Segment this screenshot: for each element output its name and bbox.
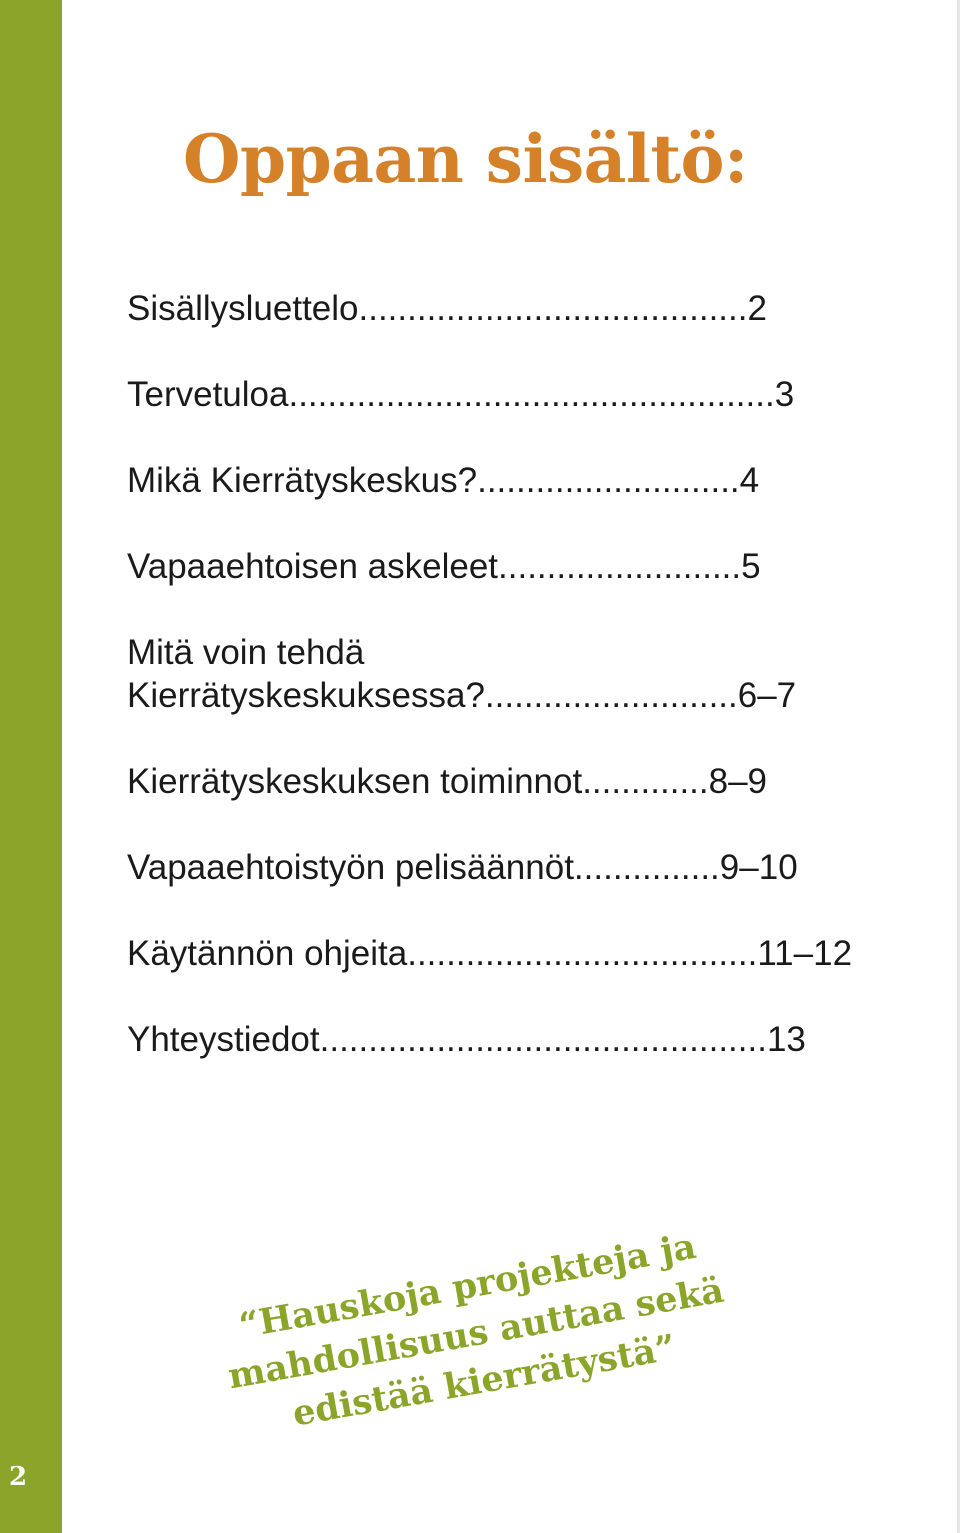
page-number: 2 xyxy=(8,1462,28,1492)
toc-leader-dots: .............................................. xyxy=(319,1020,767,1059)
pull-quote: “Hauskoja projekteja ja mahdollisuus auttaa sekä edistää kierrätystä” xyxy=(225,1225,727,1435)
green-side-bar xyxy=(0,0,62,1533)
toc-item-label: Sisällysluettelo xyxy=(127,289,359,328)
toc-leader-dots: ............... xyxy=(573,848,720,887)
toc-item-page: 5 xyxy=(741,547,761,586)
toc-leader-dots: ........................... xyxy=(477,461,740,500)
toc-item-page: 9–10 xyxy=(719,848,798,887)
toc-item xyxy=(127,373,907,416)
toc-item xyxy=(127,545,907,588)
toc-item xyxy=(127,1018,907,1061)
toc-item-label: Mitä voin tehdä Kierrätyskeskuksessa? xyxy=(127,633,485,715)
toc-leader-dots: .................................... xyxy=(407,934,758,973)
toc-item-label: Mikä Kierrätyskeskus? xyxy=(127,461,478,500)
toc-leader-dots: ............. xyxy=(582,762,709,801)
toc-item-label: Kierrätyskeskuksen toiminnot xyxy=(127,762,583,801)
toc-item-page: 13 xyxy=(766,1020,806,1059)
toc-item xyxy=(127,287,907,330)
toc-item xyxy=(127,760,907,803)
toc-leader-dots: ......................... xyxy=(498,547,742,586)
toc-item-label: Käytännön ohjeita xyxy=(127,934,408,973)
toc-leader-dots: ........................................ xyxy=(358,289,748,328)
toc-item-page: 8–9 xyxy=(708,762,768,801)
toc-item xyxy=(127,846,907,889)
toc-item xyxy=(127,932,907,975)
toc-item-page: 2 xyxy=(747,289,767,328)
toc-item-label: Yhteystiedot xyxy=(127,1020,320,1059)
toc-item-label: Vapaaehtoistyön pelisäännöt xyxy=(127,848,574,887)
toc-item-page: 6–7 xyxy=(737,676,797,715)
toc-item-label: Tervetuloa xyxy=(127,375,289,414)
toc-item xyxy=(127,631,907,717)
table-of-contents xyxy=(127,287,907,1104)
toc-item xyxy=(127,459,907,502)
toc-item-page: 11–12 xyxy=(757,934,853,973)
toc-leader-dots: .................................................. xyxy=(288,375,775,414)
toc-item-label: Vapaaehtoisen askeleet xyxy=(127,547,499,586)
toc-item-page: 3 xyxy=(774,375,795,414)
page-title: Oppaan sisältö: xyxy=(183,120,748,198)
toc-leader-dots: .......................... xyxy=(484,676,738,715)
toc-item-page: 4 xyxy=(739,461,760,500)
